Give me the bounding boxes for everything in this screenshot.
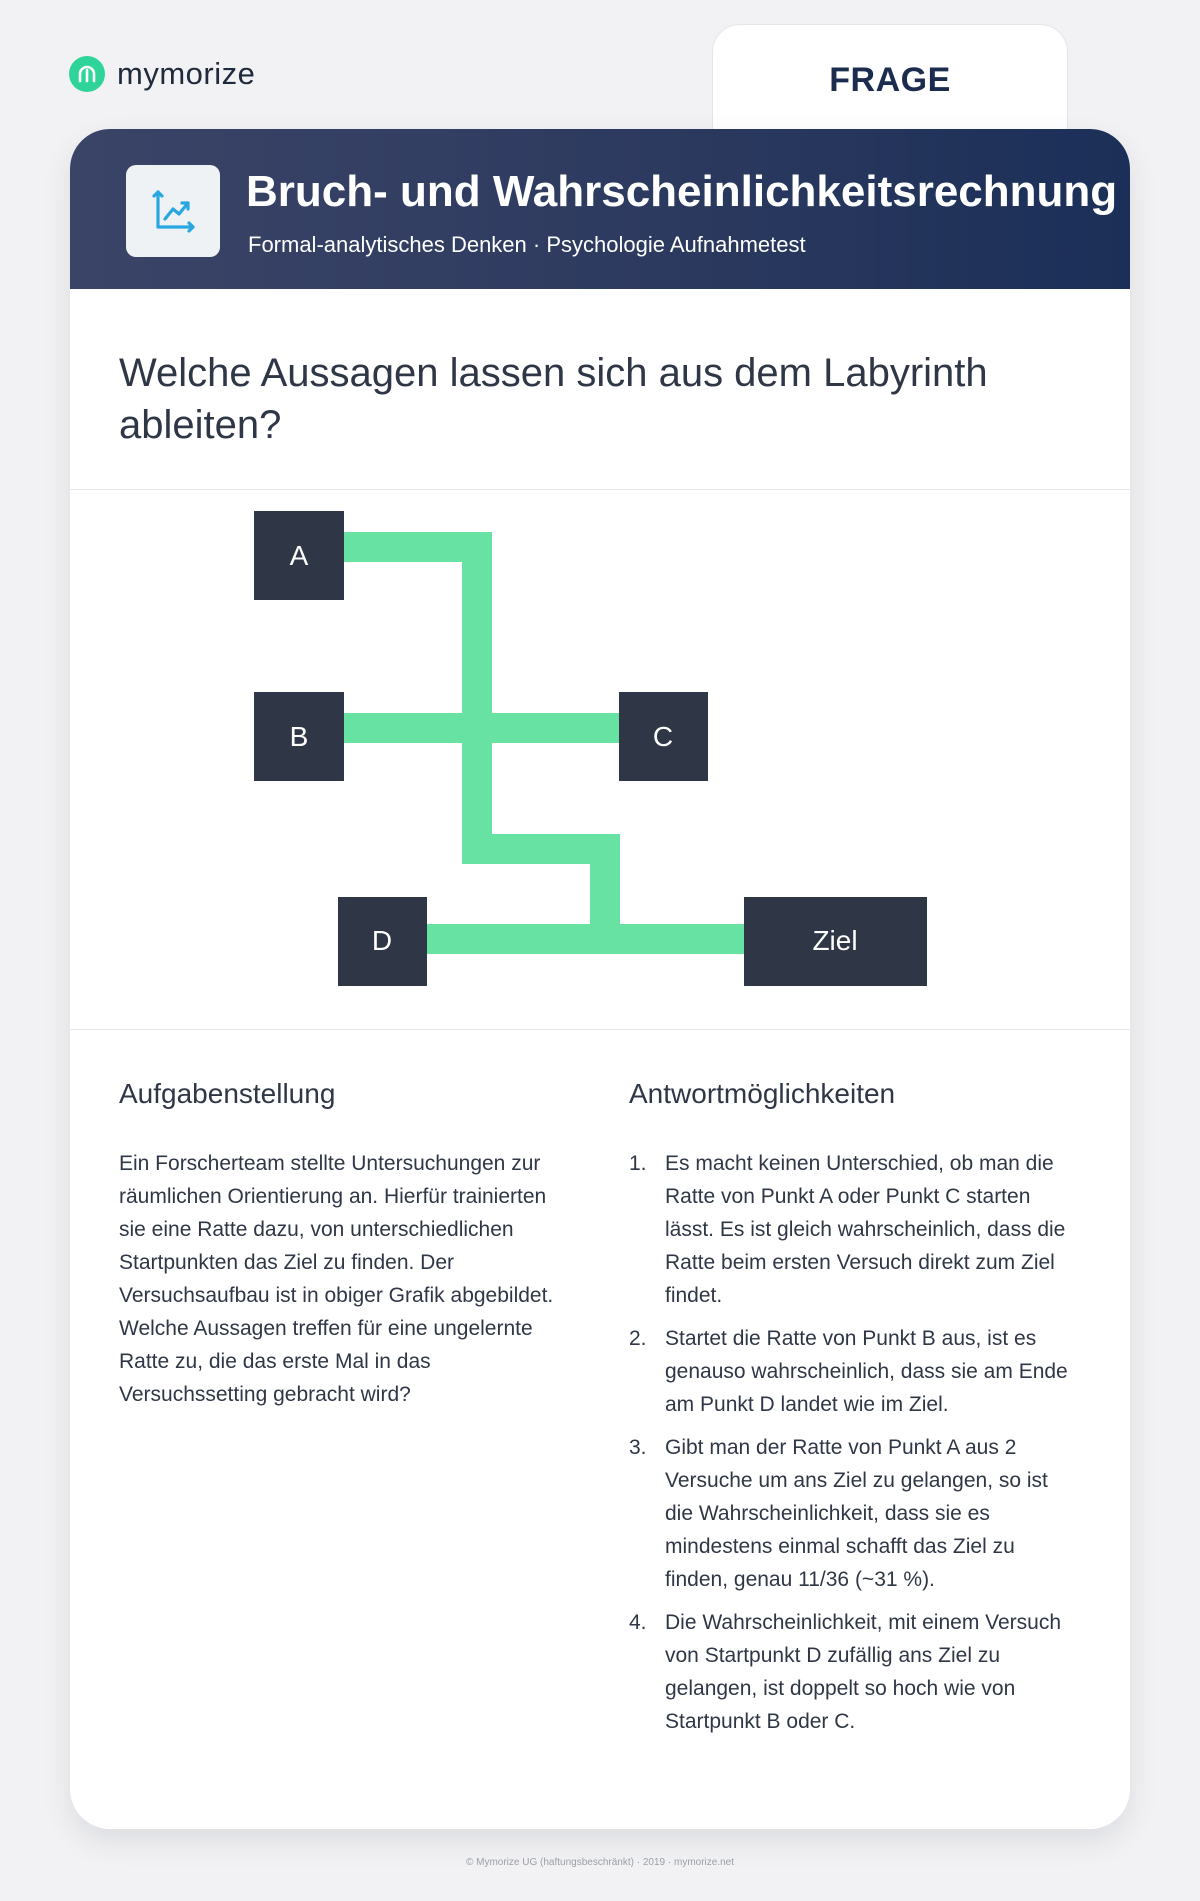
brand-logo[interactable]	[69, 56, 255, 92]
node-c	[619, 692, 708, 781]
node-c-label: C	[652, 721, 674, 752]
answer-item[interactable]	[629, 1431, 1079, 1596]
task-text: Ein Forscherteam stellte Untersuchungen zur räumlichen Orientierung an. Hierfür trainierten sie eine Ratte dazu, von unterschiedlichen Startpunkten das Ziel zu finden. Der Versuchsaufbau ist in obiger Grafik abgebildet. Welche Aussagen treffen für eine ungelernte Ratte zu, die das erste Mal in das Versuchssetting gebracht wird?	[119, 1152, 554, 1406]
answer-item[interactable]	[629, 1606, 1079, 1738]
tab-label: FRAGE	[829, 61, 951, 99]
brand-name: mymorize	[117, 56, 256, 91]
card-title: Bruch- und Wahrscheinlichkeitsrechnung	[246, 167, 1118, 216]
answer-number: 4.	[629, 1611, 647, 1634]
divider	[70, 1029, 1130, 1030]
node-a-label: A	[289, 540, 309, 571]
answer-item[interactable]	[629, 1322, 1079, 1421]
question-text: Welche Aussagen lassen sich aus dem Labyrinth ableiten?	[119, 351, 988, 447]
footer-copyright: © Mymorize UG (haftungsbeschränkt) · 2019 · mymorize.net	[465, 1857, 734, 1868]
path-d-goal	[423, 924, 746, 954]
answer-list	[629, 1147, 1079, 1748]
answer-number: 3.	[629, 1436, 647, 1459]
path-step	[462, 834, 612, 864]
answer-number: 1.	[629, 1152, 647, 1175]
card-header	[70, 129, 1130, 289]
path-b-c	[340, 713, 636, 743]
answers-heading: Antwortmöglichkeiten	[629, 1078, 896, 1109]
answer-text: Die Wahrscheinlichkeit, mit einem Versuch von Startpunkt D zufällig ans Ziel zu gelangen, ist doppelt so hoch wie von Startpunkt B oder C.	[665, 1611, 1062, 1733]
node-b-label: B	[289, 721, 309, 752]
mymorize-logo-icon	[69, 56, 105, 92]
node-d-label: D	[371, 925, 393, 956]
answer-text: Startet die Ratte von Punkt B aus, ist es genauso wahrscheinlich, dass sie am Ende am Punkt D landet wie im Ziel.	[665, 1327, 1068, 1416]
answer-text: Gibt man der Ratte von Punkt A aus 2 Versuche um ans Ziel zu gelangen, so ist die Wahrscheinlichkeit, dass sie es mindestens einmal schafft das Ziel zu finden, genau 11/36 (~31 %).	[665, 1436, 1048, 1591]
maze-diagram	[70, 490, 1130, 1030]
task-heading: Aufgabenstellung	[119, 1078, 336, 1109]
card-subtitle: Formal-analytisches Denken · Psychologie Aufnahmetest	[248, 232, 806, 257]
answer-text: Es macht keinen Unterschied, ob man die Ratte von Punkt A oder Punkt C starten lässt. Es ist gleich wahrscheinlich, dass die Ratte beim ersten Versuch direkt zum Ziel findet.	[665, 1152, 1066, 1307]
line-chart-icon	[126, 165, 220, 257]
answer-item[interactable]	[629, 1147, 1079, 1312]
answer-number: 2.	[629, 1327, 647, 1350]
path-vertical-main	[462, 532, 492, 864]
node-b	[254, 692, 344, 781]
node-d	[338, 897, 427, 986]
path-a-horizontal	[340, 532, 475, 562]
node-goal-label: Ziel	[812, 925, 858, 956]
node-a	[254, 511, 344, 600]
flashcard	[70, 129, 1130, 1829]
node-goal	[744, 897, 927, 986]
